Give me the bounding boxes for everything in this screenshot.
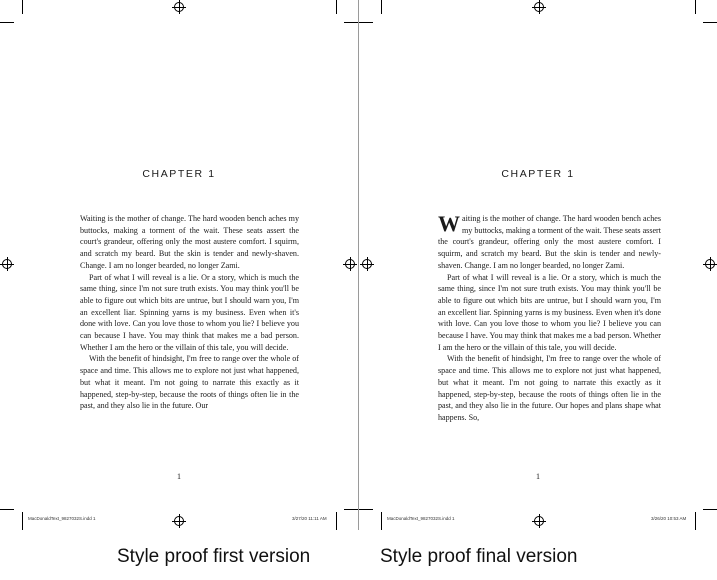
crop-mark [344,509,358,510]
caption-first-version: Style proof first version [117,546,311,567]
slug-timestamp: 3/26/20 10:53 AM [651,516,687,521]
crop-mark [22,0,23,14]
registration-mark-icon [174,2,184,12]
registration-mark-icon [174,516,184,526]
crop-mark [0,22,14,23]
crop-mark [695,0,696,14]
chapter-heading: CHAPTER 1 [142,168,216,180]
proof-page-final [359,0,717,530]
body-text [438,213,661,424]
registration-mark-icon [705,259,715,269]
paragraph: Part of what I will reveal is a lie. Or a story, which is much the same thing, since I'm not sure truth exists. You may think you'll be able to figure out which bits are untrue, but I should warn you, I'm an excellent liar. Spinning yarns is my business. Even when it's done with love. Can you love those to whom you lie? I believe you can because I have. You may think that makes me a bad person. Whether I am the hero or the villain of this tale, you will decide. [438,272,661,352]
paragraph: With the benefit of hindsight, I'm free to range over the whole of space and time. This allows me to explore not just what happened, but what it meant. I'm not going to narrate this exactly as it happened, step-by-step, because the roots of things often lie in the past, and they also lie in the future. Our hopes and plans shape what happens. So, [438,354,661,422]
crop-mark [703,509,717,510]
crop-mark [703,22,717,23]
chapter-heading: CHAPTER 1 [501,168,575,180]
crop-mark [22,512,23,530]
crop-mark [381,0,382,14]
slug-filename: MacDonaldText_9827032S.indd 1 [28,516,96,521]
page-number: 1 [177,472,181,481]
registration-mark-icon [2,259,12,269]
slug-filename: MacDonaldText_9827032S.indd 1 [387,516,455,521]
registration-mark-icon [345,259,355,269]
drop-cap: W [438,211,460,236]
slug-timestamp: 3/27/20 11:11 AM [292,516,327,521]
proof-page-first [0,0,359,530]
registration-mark-icon [534,2,544,12]
paragraph: Part of what I will reveal is a lie. Or a story, which is much the same thing, since I'm not sure truth exists. You may think you'll be able to figure out which bits are untrue, but I should warn you, I'm an excellent liar. Spinning yarns is my business. Even when it's done with love. Can you love those to whom you lie? I believe you can because I have. You may think that makes me a bad person. Whether I am the hero or the villain of this tale, you will decide. [80,272,299,352]
paragraph: With the benefit of hindsight, I'm free to range over the whole of space and time. This allows me to explore not just what happened, but what it meant. I'm not going to narrate this exactly as it happened, step-by-step, because the roots of things often lie in the past, and they also lie in the future. Our [80,354,299,411]
body-text [80,213,299,412]
registration-mark-icon [362,259,372,269]
paragraph: Waiting is the mother of change. The hard wooden bench aches my buttocks, making a torment of the wait. These seats assert the court's grandeur, offering only the most austere comfort. I squirm, and scratch my beard. But the skin is tender and newly-shaven. Change. I am no longer bearded, no longer Zami. [80,214,299,270]
crop-mark [336,0,337,14]
page-number: 1 [536,472,540,481]
crop-mark [0,509,14,510]
caption-final-version: Style proof final version [380,546,578,567]
crop-mark [695,512,696,530]
crop-mark [359,509,373,510]
crop-mark [381,512,382,530]
paragraph: Waiting is the mother of change. The hard wooden bench aches my buttocks, making a torment of the wait. These seats assert the court's grandeur, offering only the most austere comfort. I squirm, and scratch my beard. But the skin is tender and newly-shaven. Change. I am no longer bearded, no longer Zami. [438,211,662,270]
crop-mark [336,512,337,530]
crop-mark [359,22,373,23]
crop-mark [344,22,358,23]
registration-mark-icon [534,516,544,526]
